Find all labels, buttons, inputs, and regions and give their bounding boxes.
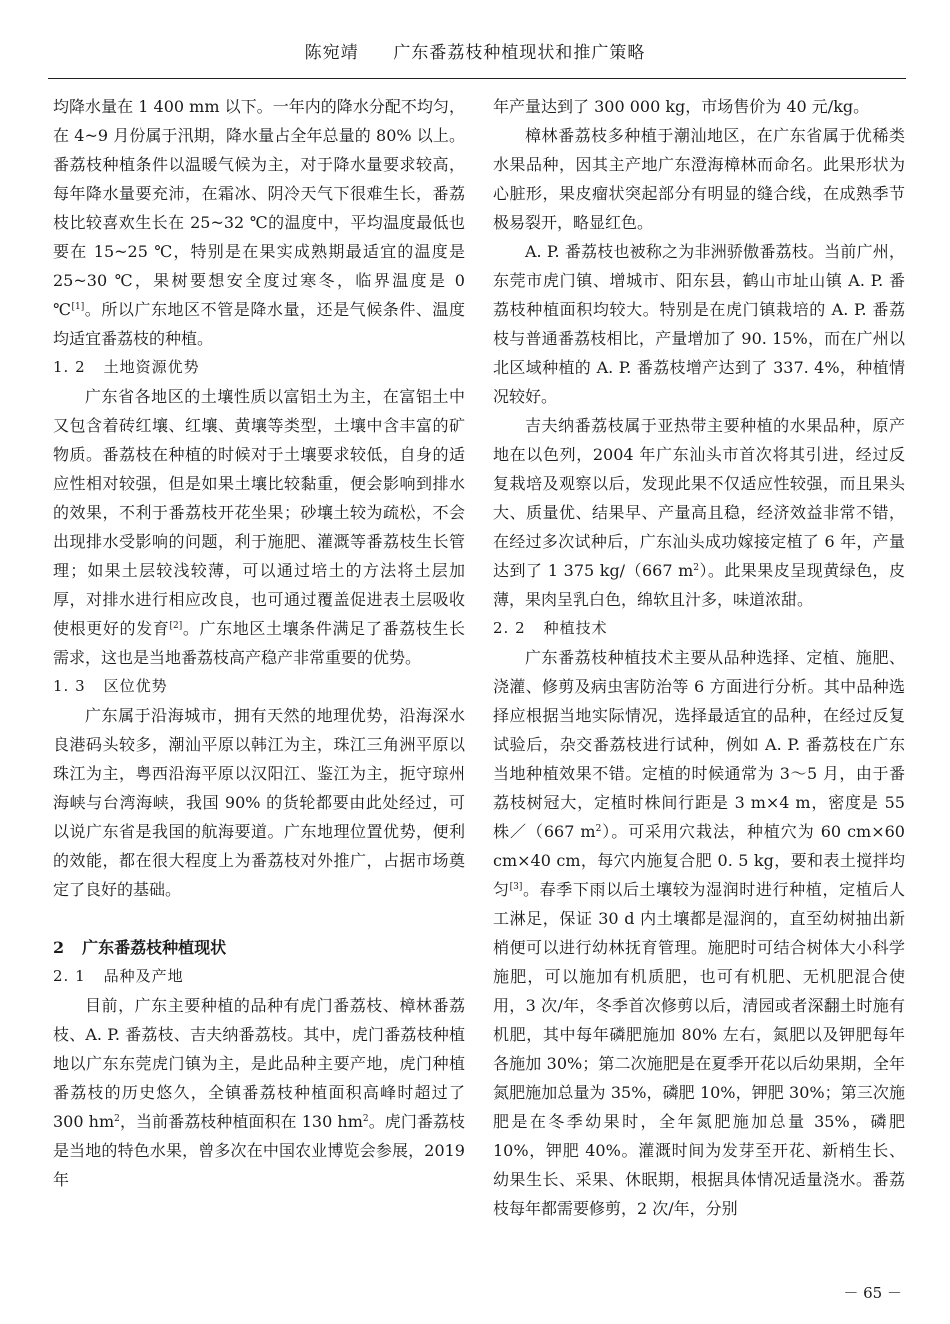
subsection-heading-1-2: 1. 2 土地资源优势 (53, 358, 200, 376)
right-column (493, 92, 905, 1223)
citation[interactable]: [3] (509, 882, 523, 892)
header-rule (48, 78, 906, 79)
page-number: － 65 － (843, 1284, 902, 1302)
paragraph: A. P. 番荔枝也被称之为非洲骄傲番荔枝。当前广州，东莞市虎门镇、增城市、阳东县，鹤山市址山镇 A. P. 番荔枝种植面积均较大。特别是在虎门镇栽培的 A. P. 番荔枝与普通番荔枝相比，产量增加了 90. 15%，而在广州以北区域种植的 A. P. 番荔枝增产达到了 337. 4%，种植情况较好。 (493, 242, 905, 406)
paragraph: 樟林番荔枝多种植于潮汕地区，在广东省属于优稀类水果品种，因其主产地广东澄海樟林而命名。此果形状为心脏形，果皮瘤状突起部分有明显的缝合线，在成熟季节极易裂开，略显红色。 (493, 126, 905, 232)
header-title: 广东番荔枝种植现状和推广策略 (393, 43, 646, 63)
subsection-heading-2-1: 2. 1 品种及产地 (53, 967, 184, 985)
paragraph: 广东属于沿海城市，拥有天然的地理优势，沿海深水良港码头较多，潮汕平原以韩江为主，珠江三角洲平原以珠江为主，粤西沿海平原以汉阳江、鉴江为主，扼守琼州海峡与台湾海峡，我国 90% 的货轮都要由此处经过，可以说广东省是我国的航海要道。广东地理位置优势，便利的效能，都在很大程度上为番荔枝对外推广，占据市场奠定了良好的基础。 (53, 706, 465, 899)
subsection-heading-1-3: 1. 3 区位优势 (53, 677, 168, 695)
paragraph: 均降水量在 1 400 mm 以下。一年内的降水分配不均匀，在 4~9 月份属于汛期，降水量占全年总量的 80% 以上。番荔枝种植条件以温暖气候为主，对于降水量要求较高，每年降水量要充沛，在霜冰、阴冷天气下很难生长，番荔枝比较喜欢生长在 25~32 ℃的温度中，平均温度最低也要在 15~25 ℃，特别是在果实成熟期最适宜的温度是 25~30 ℃，果树要想安全度过寒冬，临界温度是 0 ℃[1]。所以广东地区不管是降水量，还是气候条件、温度均适宜番荔枝的种植。 (53, 97, 465, 348)
paragraph: 广东番荔枝种植技术主要从品种选择、定植、施肥、浇灌、修剪及病虫害防治等 6 方面进行分析。其中品种选择应根据当地实际情况，选择最适宜的品种，在经过反复试验后，杂交番荔枝进行试种，例如 A. P. 番荔枝在广东当地种植效果不错。定植的时候通常为 3～5 月，由于番荔枝树冠大，定植时株间行距是 3 m×4 m，密度是 55 株／（667 $m^2$）。可采用穴栽法，种植穴为 60 cm×60 cm×40 cm，每穴内施复合肥 0. 5 kg，要和表土搅拌均匀[3]。春季下雨以后土壤较为湿润时进行种植，定植后人工淋足，保证 30 d 内土壤都是湿润的，直至幼树抽出新梢便可以进行幼林抚育管理。施肥时可结合树体大小科学施肥，可以施加有机质肥，也可有机肥、无机肥混合使用，3 次/年，冬季首次修剪以后，清园或者深翻土时施有机肥，其中每年磷肥施加 80% 左右，氮肥以及钾肥每年各施加 30%；第二次施肥是在夏季开花以后幼果期，全年氮肥施加总量为 35%，磷肥 10%，钾肥 30%；第三次施肥是在冬季幼果时，全年氮肥施加总量 35%，磷肥 10%，钾肥 40%。灌溉时间为发芽至开花、新梢生长、幼果生长、采果、休眠期，根据具体情况适量浇水。番荔枝每年都需要修剪，2 次/年，分别 (493, 648, 905, 1218)
paragraph: 广东省各地区的土壤性质以富铝土为主，在富铝土中又包含着砖红壤、红壤、黄壤等类型，土壤中含丰富的矿物质。番荔枝在种植的时候对于土壤要求较低，自身的适应性相对较强，但是如果土壤比较黏重，便会影响到排水的效果，不利于番荔枝开花坐果；砂壤土较为疏松，不会出现排水受影响的问题，利于施肥、灌溉等番荔枝生长管理；如果土层较浅较薄，可以通过培土的方法将土层加厚，对排水进行相应改良，也可通过覆盖促进表土层吸收使根更好的发育[2]。广东地区土壤条件满足了番荔枝生长需求，这也是当地番荔枝高产稳产非常重要的优势。 (53, 387, 465, 667)
section-heading-2: 2 广东番荔枝种植现状 (53, 938, 227, 957)
paragraph: 吉夫纳番荔枝属于亚热带主要种植的水果品种，原产地在以色列，2004 年广东汕头市首次将其引进，经过反复栽培及观察以后，发现此果不仅适应性较强，而且果头大、质量优、结果早、产量高且稳，经济效益非常不错，在经过多次试种后，广东汕头成功嫁接定植了 6 年，产量达到了 1 375 kg/（667 $m^2$）。此果果皮呈现黄绿色，皮薄，果肉呈乳白色，绵软且汁多，味道浓甜。 (493, 416, 905, 609)
paragraph: 年产量达到了 300 000 kg，市场售价为 40 元/kg。 (493, 97, 870, 116)
header-author: 陈宛靖 (304, 43, 359, 63)
left-column (53, 92, 465, 1194)
citation[interactable]: [2] (169, 621, 183, 631)
paragraph: 目前，广东主要种植的品种有虎门番荔枝、樟林番荔枝、A. P. 番荔枝、吉夫纳番荔枝。其中，虎门番荔枝种植地以广东东莞虎门镇为主，是此品种主要产地，虎门种植番荔枝的历史悠久，全镇番荔枝种植面积高峰时超过了 300 $hm^2$，当前番荔枝种植面积在 130 $hm^2$。虎门番荔枝是当地的特色水果，曾多次在中国农业博览会参展，2019 年 (53, 996, 465, 1189)
subsection-heading-2-2: 2. 2 种植技术 (493, 619, 608, 637)
running-header (0, 38, 950, 63)
citation[interactable]: [1] (71, 302, 85, 312)
